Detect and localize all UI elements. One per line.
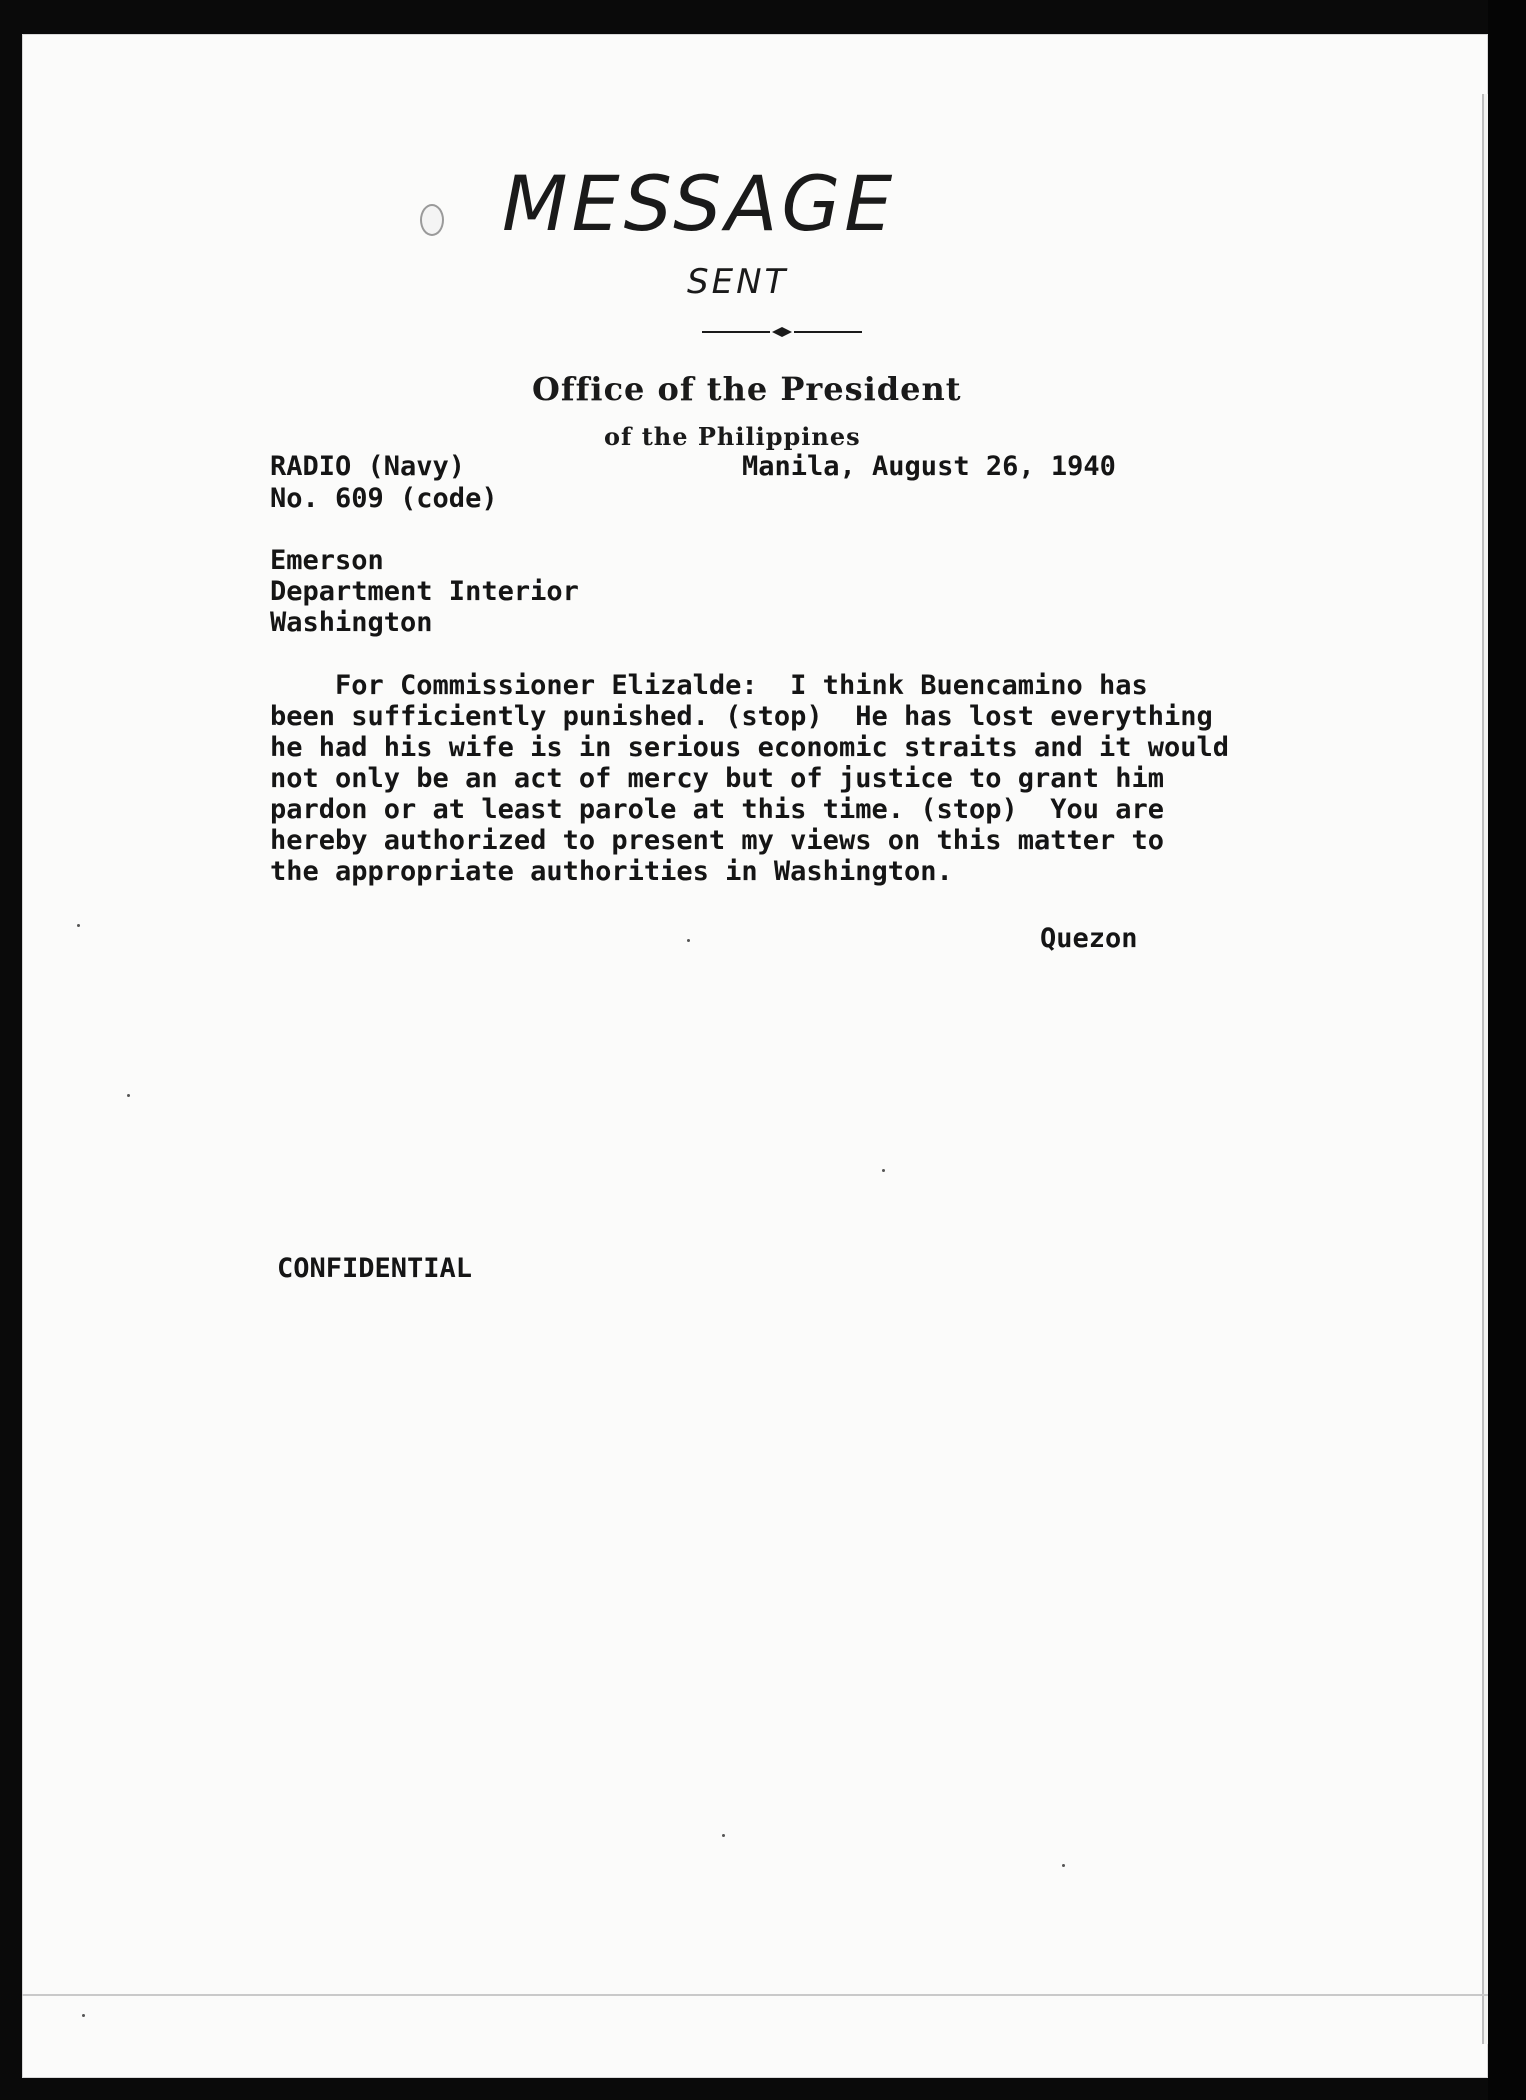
- body-line: the appropriate authorities in Washington.: [270, 856, 953, 887]
- scan-speck: [722, 1834, 725, 1837]
- addressee-department: Department Interior: [270, 576, 579, 607]
- body-line: pardon or at least parole at this time. (stop) You are: [270, 794, 1165, 825]
- letterhead-subtitle: SENT: [687, 262, 789, 302]
- punch-hole-mark: [420, 204, 444, 236]
- addressee-name: Emerson: [270, 545, 384, 576]
- body-line: he had his wife is in serious economic straits and it would: [270, 732, 1230, 763]
- scan-speck: [77, 924, 80, 927]
- document-page: [22, 34, 1488, 2078]
- signature: Quezon: [1040, 923, 1138, 954]
- addressee-city: Washington: [270, 607, 433, 638]
- ornament-divider: [702, 326, 862, 338]
- scan-speck: [127, 1094, 130, 1097]
- message-body: [270, 670, 1229, 887]
- scan-border: [1488, 0, 1526, 2100]
- letterhead: [22, 34, 1488, 474]
- body-line: been sufficiently punished. (stop) He has lost everything: [270, 701, 1213, 732]
- letterhead-title: MESSAGE: [502, 159, 897, 248]
- transmission-method: RADIO (Navy): [270, 451, 466, 482]
- body-line: hereby authorized to present my views on this matter to: [270, 825, 1165, 856]
- message-number: No. 609 (code): [270, 483, 498, 514]
- body-line: not only be an act of mercy but of justice to grant him: [270, 763, 1165, 794]
- classification-marking: CONFIDENTIAL: [277, 1253, 473, 1284]
- office-name: Office of the President: [532, 370, 962, 408]
- scan-speck: [882, 1169, 885, 1172]
- scan-speck: [1062, 1864, 1065, 1867]
- office-country: of the Philippines: [604, 422, 861, 451]
- scan-speck: [687, 939, 690, 942]
- body-line: For Commissioner Elizalde: I think Buencamino has: [270, 670, 1148, 701]
- scan-speck: [82, 2014, 85, 2017]
- place-and-date: Manila, August 26, 1940: [742, 451, 1116, 482]
- page-crease: [22, 1994, 1488, 1996]
